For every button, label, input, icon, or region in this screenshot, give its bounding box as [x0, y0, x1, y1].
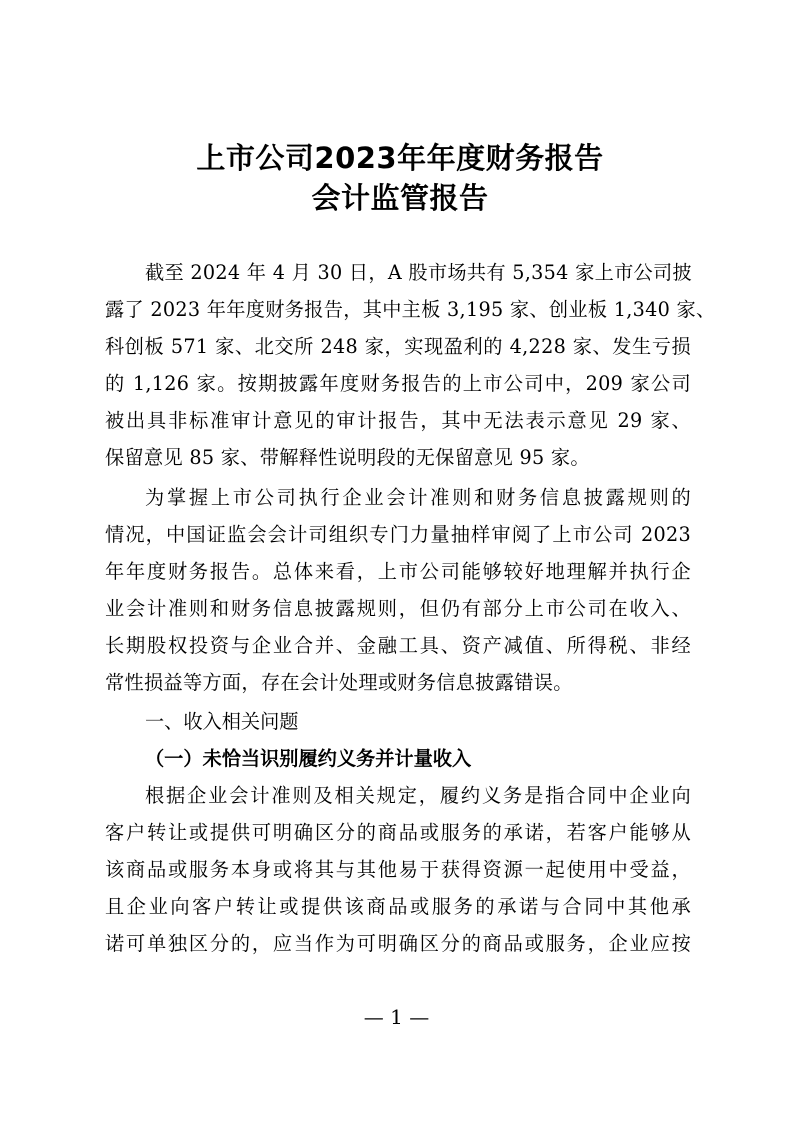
- paragraph-2-line: 年年度财务报告。总体来看，上市公司能够较好地理解并执行企: [105, 560, 691, 583]
- document-title-line-2: 会计监管报告: [311, 181, 489, 215]
- paragraph-2-line: 常性损益等方面，存在会计处理或财务信息披露错误。: [105, 671, 573, 694]
- paragraph-2-line: 为掌握上市公司执行企业会计准则和财务信息披露规则的: [145, 486, 691, 509]
- paragraph-3-line: 诺可单独区分的，应当作为可明确区分的商品或服务，企业应按: [105, 932, 691, 955]
- paragraph-1-line: 截至 2024 年 4 月 30 日，A 股市场共有 5,354 家上市公司披: [145, 261, 693, 284]
- paragraph-1-line: 的 1,126 家。按期披露年度财务报告的上市公司中，209 家公司: [105, 372, 691, 395]
- paragraph-3-line: 客户转让或提供可明确区分的商品或服务的承诺，若客户能够从: [105, 821, 691, 844]
- paragraph-3-line: 该商品或服务本身或将其与其他易于获得资源一起使用中受益，: [105, 858, 691, 881]
- paragraph-2-line: 业会计准则和财务信息披露规则，但仍有部分上市公司在收入、: [105, 597, 691, 620]
- document-title-line-1: 上市公司2023年年度财务报告: [196, 141, 604, 175]
- paragraph-3-line: 根据企业会计准则及相关规定，履约义务是指合同中企业向: [145, 784, 691, 807]
- paragraph-1-line: 保留意见 85 家、带解释性说明段的无保留意见 95 家。: [105, 446, 590, 469]
- paragraph-1-line: 露了 2023 年年度财务报告，其中主板 3,195 家、创业板 1,340 家、: [105, 298, 716, 321]
- paragraph-1-line: 被出具非标准审计意见的审计报告，其中无法表示意见 29 家、: [105, 409, 691, 432]
- subsection-heading: （一）未恰当识别履约义务并计量收入: [145, 747, 472, 770]
- section-heading: 一、收入相关问题: [145, 710, 299, 733]
- paragraph-2-line: 长期股权投资与企业合并、金融工具、资产减值、所得税、非经: [105, 634, 691, 657]
- paragraph-2-line: 情况，中国证监会会计司组织专门力量抽样审阅了上市公司 2023: [105, 523, 691, 546]
- page-number: — 1 —: [363, 1005, 430, 1029]
- paragraph-3-line: 且企业向客户转让或提供该商品或服务的承诺与合同中其他承: [105, 895, 691, 918]
- paragraph-1-line: 科创板 571 家、北交所 248 家，实现盈利的 4,228 家、发生亏损: [105, 335, 691, 358]
